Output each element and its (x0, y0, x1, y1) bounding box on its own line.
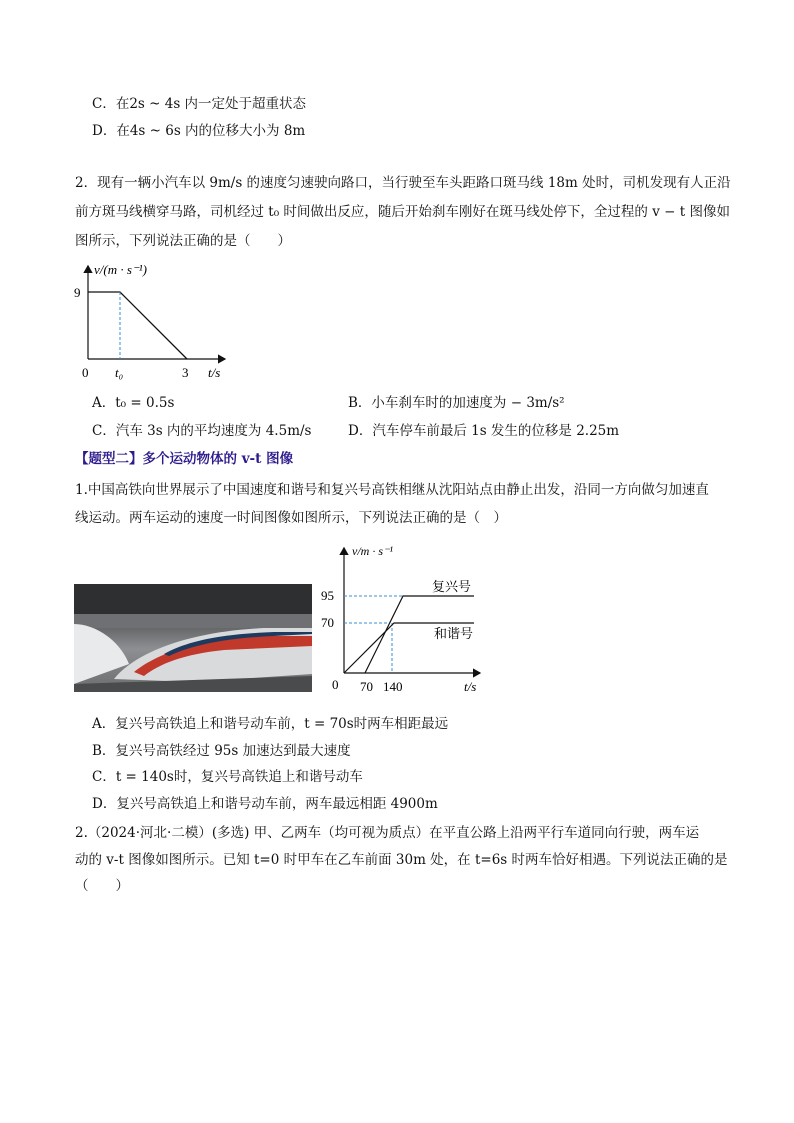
high-speed-train-photo (74, 584, 312, 692)
question-2-line-2: 前方斑马线横穿马路，司机经过 t₀ 时间做出反应，随后开始刹车刚好在斑马线处停下，全过程的 v − t 图像如 (75, 204, 730, 220)
car-graph-xlabel: t/s (208, 365, 221, 380)
question-1-line-1: 1.中国高铁向世界展示了中国速度和谐号和复兴号高铁相继从沈阳站点由静止出发，沿同一方向做匀加速直 (75, 482, 709, 498)
section-title: 【题型二】多个运动物体的 v-t 图像 (75, 451, 294, 467)
car-graph-ytick-9: 9 (74, 285, 81, 300)
trains-xtick-0: 0 (332, 677, 339, 692)
trains-graph-ylabel: v/m · s⁻¹ (352, 544, 393, 558)
q1-option-c: C．t = 140s时，复兴号高铁追上和谐号动车 (92, 769, 363, 785)
trains-ytick-95: 95 (321, 588, 334, 603)
option-d-prev: D．在4s ~ 6s 内的位移大小为 8m (92, 123, 306, 139)
car-graph-xtick-0: 0 (82, 365, 89, 380)
q2-option-d: D．汽车停车前最后 1s 发生的位移是 2.25m (348, 423, 620, 439)
car-graph-xtick-3: 3 (182, 365, 189, 380)
series-label-hexie: 和谐号 (434, 626, 474, 641)
option-c-prev: C．在2s ~ 4s 内一定处于超重状态 (92, 96, 307, 112)
q2-option-c: C．汽车 3s 内的平均速度为 4.5m/s (92, 423, 312, 439)
q2-option-a: A．t₀ = 0.5s (92, 395, 175, 411)
car-graph-ylabel: v/(m · s⁻¹) (94, 262, 147, 277)
question-1-line-2: 线运动。两车运动的速度一时间图像如图所示，下列说法正确的是（ ） (75, 510, 507, 526)
question-2b-line-3: （ ） (75, 878, 129, 894)
question-2b-line-2: 动的 v-t 图像如图所示。已知 t=0 时甲车在乙车前面 30m 处，在 t=6s 时两车恰好相遇。下列说法正确的是 (75, 852, 728, 868)
trains-xtick-70: 70 (360, 679, 373, 694)
car-vt-line (88, 292, 187, 359)
trains-graph-xlabel: t/s (464, 679, 477, 694)
trains-vt-graph (318, 540, 488, 695)
q2-option-b: B．小车刹车时的加速度为 − 3m/s² (348, 395, 565, 411)
trains-xtick-140: 140 (383, 679, 403, 694)
question-2b-line-1: 2.（2024·河北·二模）(多选) 甲、乙两车（均可视为质点）在平直公路上沿两平行车道同向行驶，两车运 (75, 825, 700, 841)
trains-ytick-70: 70 (321, 615, 334, 630)
q1-option-a: A．复兴号高铁追上和谐号动车前，t = 70s时两车相距最远 (92, 716, 449, 732)
car-vt-graph (70, 258, 240, 383)
series-label-fuxing: 复兴号 (432, 579, 472, 594)
question-2-line-1: 2．现有一辆小汽车以 9m/s 的速度匀速驶向路口，当行驶至车头距路口斑马线 18m 处时，司机发现有人正沿 (75, 175, 731, 191)
question-2-line-3: 图所示，下列说法正确的是（ ） (75, 233, 291, 249)
q1-option-b: B．复兴号高铁经过 95s 加速达到最大速度 (92, 743, 351, 759)
q1-option-d: D．复兴号高铁追上和谐号动车前，两车最远相距 4900m (92, 796, 438, 812)
car-graph-xtick-t0: t₀ (115, 365, 124, 380)
